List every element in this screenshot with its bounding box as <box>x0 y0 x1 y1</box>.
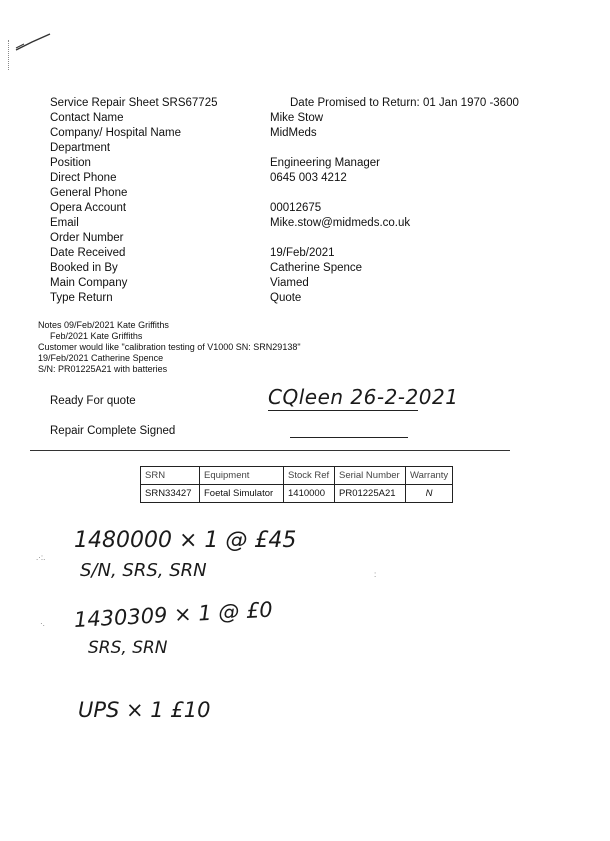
cell-stock-ref: 1410000 <box>284 485 335 503</box>
field-label-opera-account: Opera Account <box>50 202 127 214</box>
field-label-direct-phone: Direct Phone <box>50 172 117 184</box>
field-value-email: Mike.stow@midmeds.co.uk <box>270 217 411 229</box>
ready-for-quote-label: Ready For quote <box>50 395 136 407</box>
speckle-dots: : <box>374 570 377 579</box>
repair-complete-line <box>290 437 408 438</box>
table-header-row <box>141 467 453 485</box>
field-label-type-return: Type Return <box>50 292 113 304</box>
col-header-serial-number: Serial Number <box>335 467 406 485</box>
field-value-main-company: Viamed <box>270 277 309 289</box>
ready-for-quote-signature: CQleen 26-2-2021 <box>268 385 459 409</box>
signature-underline <box>268 410 418 411</box>
handwritten-line-2: S/N, SRS, SRN <box>80 560 207 581</box>
note-line: Notes 09/Feb/2021 Kate Griffiths <box>38 320 169 330</box>
note-line: S/N: PR01225A21 with batteries <box>38 364 168 374</box>
table-row <box>141 485 453 503</box>
field-value-direct-phone: 0645 003 4212 <box>270 172 347 184</box>
field-value-contact-name: Mike Stow <box>270 112 324 124</box>
field-label-order-number: Order Number <box>50 232 124 244</box>
separator-line <box>30 450 510 451</box>
col-header-srn: SRN <box>141 467 200 485</box>
speckle-dots: ·. <box>40 619 45 628</box>
field-label-booked-in-by: Booked in By <box>50 262 118 274</box>
speckle-dots: .·:. <box>36 553 46 562</box>
handwritten-line-3: 1430309 × 1 @ £0 <box>73 597 274 632</box>
cell-warranty: N <box>406 485 453 503</box>
note-line: Feb/2021 Kate Griffiths <box>50 331 143 341</box>
handwritten-line-1: 1480000 × 1 @ £45 <box>74 528 297 553</box>
col-header-stock-ref: Stock Ref <box>284 467 335 485</box>
field-label-position: Position <box>50 157 91 169</box>
field-label-department: Department <box>50 142 111 154</box>
note-line: Customer would like "calibration testing of V1000 SN: SRN29138" <box>38 342 301 352</box>
sheet-title: Service Repair Sheet SRS67725 <box>50 97 218 109</box>
field-label-general-phone: General Phone <box>50 187 128 199</box>
date-promised: Date Promised to Return: 01 Jan 1970 -3600 <box>290 97 519 109</box>
cell-serial-number: PR01225A21 <box>335 485 406 503</box>
handwritten-line-4: SRS, SRN <box>88 638 168 658</box>
handwritten-line-5: UPS × 1 £10 <box>78 698 211 722</box>
cell-equipment: Foetal Simulator <box>200 485 284 503</box>
field-label-date-received: Date Received <box>50 247 126 259</box>
margin-dots <box>8 40 11 70</box>
field-value-opera-account: 00012675 <box>270 202 322 214</box>
field-value-booked-in-by: Catherine Spence <box>270 262 363 274</box>
col-header-warranty: Warranty <box>406 467 453 485</box>
field-value-position: Engineering Manager <box>270 157 380 169</box>
field-label-company: Company/ Hospital Name <box>50 127 182 139</box>
cell-srn: SRN33427 <box>141 485 200 503</box>
field-label-contact-name: Contact Name <box>50 112 124 124</box>
col-header-equipment: Equipment <box>200 467 284 485</box>
field-value-date-received: 19/Feb/2021 <box>270 247 335 259</box>
field-label-email: Email <box>50 217 79 229</box>
note-line: 19/Feb/2021 Catherine Spence <box>38 353 164 363</box>
equipment-table <box>140 466 453 503</box>
pen-mark <box>14 30 54 54</box>
field-value-type-return: Quote <box>270 292 302 304</box>
field-value-company: MidMeds <box>270 127 317 139</box>
repair-complete-label: Repair Complete Signed <box>50 425 176 437</box>
field-label-main-company: Main Company <box>50 277 128 289</box>
